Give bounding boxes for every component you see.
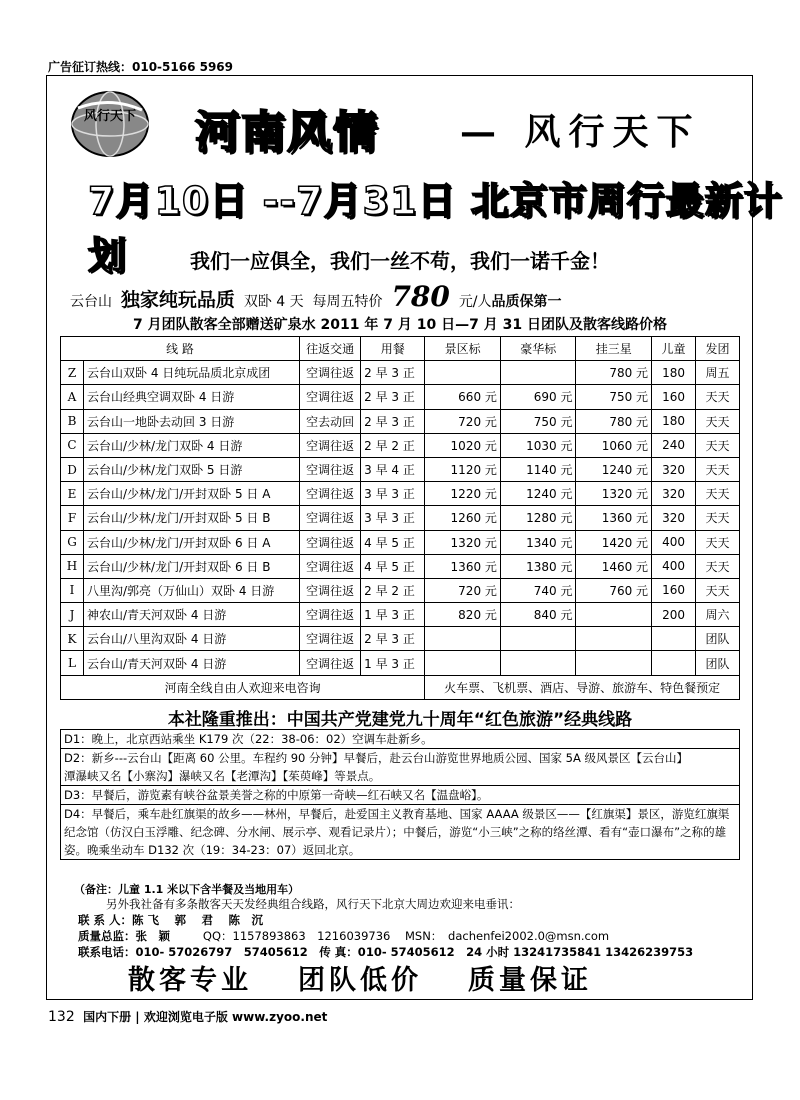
row-standard-price: 1120 元 (425, 457, 501, 481)
row-code: D (61, 457, 84, 481)
free-traveler-note: 河南全线自由人欢迎来电咨询 (61, 675, 425, 699)
row-route: 云台山/少林/龙门/开封双卧 5 日 B (84, 506, 300, 530)
row-code: J (61, 603, 84, 627)
row-standard-price: 1260 元 (425, 506, 501, 530)
row-departure: 天天 (695, 457, 739, 481)
row-departure: 天天 (695, 433, 739, 457)
row-luxury-price (500, 651, 576, 675)
table-row (61, 361, 740, 385)
table-row (61, 433, 740, 457)
table-row (61, 530, 740, 554)
row-child-price: 160 (652, 385, 696, 409)
row-standard-price: 820 元 (425, 603, 501, 627)
ad-hotline: 广告征订热线：010-5166 5969 (48, 60, 234, 74)
route-price-table (60, 336, 740, 700)
offer-special: 每周五特价 (312, 294, 383, 310)
row-standard-price (425, 627, 501, 651)
table-row (61, 506, 740, 530)
row-code: I (61, 578, 84, 602)
row-route: 云台山一地卧去动回 3 日游 (84, 409, 300, 433)
row-child-price (652, 627, 696, 651)
row-standard-price: 1360 元 (425, 554, 501, 578)
table-footer-row (61, 675, 740, 699)
offer-trip: 双卧 4 天 (243, 294, 304, 310)
row-transport: 空调往返 (300, 651, 361, 675)
row-three-star-price (576, 603, 652, 627)
table-row (61, 651, 740, 675)
itinerary-day-4: D4：早餐后，乘车赴红旗渠的故乡——林州，早餐后，赴爱国主义教育基地、国家 AAAA 级景区——【红旗渠】景区，游览红旗渠纪念馆（仿汉白玉浮雕、纪念碑、分水闸、展示亭、观看记录片）；中餐后，游览“小三峡”之称的络丝潭、看有“壶口瀑布”之称的雄姿。晚乘坐动车 D132 次（19：34-23：07）返回北京。 (60, 804, 740, 860)
row-transport: 空调往返 (300, 482, 361, 506)
row-luxury-price: 1240 元 (500, 482, 576, 506)
page-footer: 132 国内下册 | 欢迎浏览电子版 www.zyoo.net (48, 1009, 328, 1025)
row-standard-price: 1020 元 (425, 433, 501, 457)
row-route: 云台山/少林/龙门/开封双卧 6 日 B (84, 554, 300, 578)
col-child: 儿童 (652, 337, 696, 361)
row-luxury-price: 1340 元 (500, 530, 576, 554)
row-transport: 空调往返 (300, 361, 361, 385)
row-three-star-price: 1240 元 (576, 457, 652, 481)
row-standard-price (425, 361, 501, 385)
slogan-individual: 散客专业 (128, 965, 252, 996)
row-route: 云台山经典空调双卧 4 日游 (84, 385, 300, 409)
schedule-title: 7月10日 --7月31日 北京市周行最新计划 (88, 179, 783, 278)
row-transport: 空调往返 (300, 530, 361, 554)
row-departure: 团队 (695, 627, 739, 651)
row-departure: 天天 (695, 482, 739, 506)
row-luxury-price: 750 元 (500, 409, 576, 433)
row-departure: 天天 (695, 578, 739, 602)
contact-people: 联 系 人：陈 飞 郭 君 陈 沉 (78, 913, 264, 927)
row-standard-price: 720 元 (425, 578, 501, 602)
row-standard-price: 1220 元 (425, 482, 501, 506)
row-meals: 2 早 2 正 (361, 433, 425, 457)
row-departure: 天天 (695, 506, 739, 530)
col-route: 线 路 (61, 337, 300, 361)
row-three-star-price: 1360 元 (576, 506, 652, 530)
row-standard-price: 1320 元 (425, 530, 501, 554)
row-departure: 周五 (695, 361, 739, 385)
row-code: C (61, 433, 84, 457)
col-luxury: 豪华标 (500, 337, 576, 361)
offer-place: 云台山 (70, 294, 112, 310)
row-three-star-price: 750 元 (576, 385, 652, 409)
slogan-quality: 质量保证 (468, 965, 592, 996)
row-code: A (61, 385, 84, 409)
row-three-star-price: 1420 元 (576, 530, 652, 554)
bottom-slogans (128, 958, 638, 997)
row-three-star-price: 760 元 (576, 578, 652, 602)
row-departure: 天天 (695, 385, 739, 409)
red-tourism-promo: 本社隆重推出：中国共产党建党九十周年“红色旅游”经典线路 (167, 710, 633, 730)
offer-quality: 品质保第一 (491, 294, 562, 310)
itinerary (60, 729, 740, 860)
row-code: E (61, 482, 84, 506)
row-three-star-price: 780 元 (576, 361, 652, 385)
table-row (61, 409, 740, 433)
row-transport: 空调往返 (300, 554, 361, 578)
row-child-price: 180 (652, 361, 696, 385)
row-meals: 3 早 4 正 (361, 457, 425, 481)
quality-director: 质量总监：张 颖 (78, 929, 170, 943)
row-code: B (61, 409, 84, 433)
row-three-star-price: 1460 元 (576, 554, 652, 578)
price-table-subtitle: 7 月团队散客全部赠送矿泉水 2011 年 7 月 10 日—7 月 31 日团队及散客线路价格 (133, 317, 667, 333)
col-standard: 景区标 (425, 337, 501, 361)
row-three-star-price: 1320 元 (576, 482, 652, 506)
itinerary-day-1: D1：晚上，北京西站乘坐 K179 次（22：38-06：02）空调车赴新乡。 (60, 729, 740, 748)
offer-price: 780 (391, 280, 450, 313)
contact-intro: 另外我社备有多条散客天天发经典组合线路，风行天下北京大周边欢迎来电垂讯： (106, 897, 520, 911)
row-transport: 空调往返 (300, 385, 361, 409)
offer-product: 独家纯玩品质 (120, 289, 235, 311)
row-child-price (652, 651, 696, 675)
row-luxury-price: 690 元 (500, 385, 576, 409)
table-row (61, 457, 740, 481)
row-code: K (61, 627, 84, 651)
contact-phone: 联系电话：010- 57026797 57405612 传 真：010- 57405612 24 小时 13241735841 13426239753 (78, 945, 694, 959)
row-child-price: 400 (652, 530, 696, 554)
table-row (61, 578, 740, 602)
row-route: 云台山/八里沟双卧 4 日游 (84, 627, 300, 651)
row-route: 神农山/青天河双卧 4 日游 (84, 603, 300, 627)
row-code: G (61, 530, 84, 554)
row-child-price: 240 (652, 433, 696, 457)
special-offer (70, 280, 562, 313)
row-meals: 2 早 3 正 (361, 409, 425, 433)
col-three-star: 挂三星 (576, 337, 652, 361)
row-meals: 4 早 5 正 (361, 554, 425, 578)
row-three-star-price (576, 651, 652, 675)
child-note: （备注：儿童 1.1 米以下含半餐及当地用车） (74, 883, 300, 896)
row-child-price: 180 (652, 409, 696, 433)
row-luxury-price: 740 元 (500, 578, 576, 602)
logo-text: 风行天下 (83, 109, 137, 124)
row-meals: 4 早 5 正 (361, 530, 425, 554)
offer-unit: 元/人 (458, 294, 492, 310)
contact-qq: QQ：1157893863 1216039736 (202, 929, 391, 943)
col-meals: 用餐 (361, 337, 425, 361)
table-row (61, 554, 740, 578)
globe-logo-icon (66, 88, 154, 160)
row-meals: 2 早 3 正 (361, 385, 425, 409)
row-meals: 1 早 3 正 (361, 651, 425, 675)
col-departure: 发团 (695, 337, 739, 361)
row-child-price: 320 (652, 482, 696, 506)
row-transport: 空调往返 (300, 578, 361, 602)
row-meals: 2 早 3 正 (361, 627, 425, 651)
row-child-price: 320 (652, 506, 696, 530)
contact-msn: MSN： dachenfei2002.0@msn.com (404, 929, 610, 943)
row-route: 云台山/青天河双卧 4 日游 (84, 651, 300, 675)
row-child-price: 200 (652, 603, 696, 627)
table-header-row (61, 337, 740, 361)
row-code: Z (61, 361, 84, 385)
row-three-star-price: 780 元 (576, 409, 652, 433)
row-transport: 空调往返 (300, 457, 361, 481)
row-departure: 天天 (695, 530, 739, 554)
row-luxury-price (500, 361, 576, 385)
footer-site[interactable]: 欢迎浏览电子版 www.zyoo.net (143, 1010, 328, 1024)
row-transport: 空调往返 (300, 506, 361, 530)
row-child-price: 320 (652, 457, 696, 481)
booking-services: 火车票、飞机票、酒店、导游、旅游车、特色餐预定 (425, 675, 740, 699)
row-route: 云台山/少林/龙门/开封双卧 5 日 A (84, 482, 300, 506)
col-transport: 往返交通 (300, 337, 361, 361)
row-child-price: 400 (652, 554, 696, 578)
itinerary-day-2: D2：新乡---云台山【距离 60 公里。车程约 90 分钟】早餐后，赴云台山游览世界地质公园、国家 5A 级风景区【云台山】 潭瀑峡又名【小寨沟】瀑峡又名【老潭沟】【茱萸峰】等景点。 (60, 748, 740, 785)
table-row (61, 385, 740, 409)
row-transport: 空调往返 (300, 603, 361, 627)
row-route: 云台山/少林/龙门双卧 4 日游 (84, 433, 300, 457)
row-transport: 空调往返 (300, 627, 361, 651)
itinerary-day-3: D3：早餐后，游览素有峡谷盆景美誉之称的中原第一奇峡—红石峡又名【温盘峪】。 (60, 785, 740, 804)
row-route: 云台山/少林/龙门双卧 5 日游 (84, 457, 300, 481)
motto: 我们一应俱全，我们一丝不苟，我们一诺千金！ (190, 249, 610, 273)
footer-section: 国内下册 (83, 1010, 132, 1024)
page-number: 132 (48, 1009, 75, 1025)
row-three-star-price: 1060 元 (576, 433, 652, 457)
row-meals: 2 早 2 正 (361, 578, 425, 602)
row-code: L (61, 651, 84, 675)
row-route: 八里沟/郭亮（万仙山）双卧 4 日游 (84, 578, 300, 602)
row-three-star-price (576, 627, 652, 651)
row-code: F (61, 506, 84, 530)
row-luxury-price (500, 627, 576, 651)
row-departure: 团队 (695, 651, 739, 675)
row-meals: 3 早 3 正 (361, 482, 425, 506)
row-luxury-price: 1030 元 (500, 433, 576, 457)
row-meals: 2 早 3 正 (361, 361, 425, 385)
row-luxury-price: 1380 元 (500, 554, 576, 578)
contact-info (78, 896, 693, 960)
brand-slogan: — 风行天下 (460, 111, 701, 153)
row-code: H (61, 554, 84, 578)
row-child-price: 160 (652, 578, 696, 602)
row-route: 云台山双卧 4 日纯玩品质北京成团 (84, 361, 300, 385)
slogan-group: 团队低价 (298, 965, 422, 996)
row-meals: 3 早 3 正 (361, 506, 425, 530)
brand-title: 河南风情 (195, 107, 379, 158)
row-transport: 空调往返 (300, 433, 361, 457)
table-row (61, 603, 740, 627)
row-luxury-price: 1280 元 (500, 506, 576, 530)
row-standard-price (425, 651, 501, 675)
row-meals: 1 早 3 正 (361, 603, 425, 627)
row-departure: 天天 (695, 554, 739, 578)
row-standard-price: 660 元 (425, 385, 501, 409)
row-departure: 周六 (695, 603, 739, 627)
row-route: 云台山/少林/龙门/开封双卧 6 日 A (84, 530, 300, 554)
row-standard-price: 720 元 (425, 409, 501, 433)
table-row (61, 482, 740, 506)
row-luxury-price: 1140 元 (500, 457, 576, 481)
table-row (61, 627, 740, 651)
row-transport: 空去动回 (300, 409, 361, 433)
row-luxury-price: 840 元 (500, 603, 576, 627)
row-departure: 天天 (695, 409, 739, 433)
